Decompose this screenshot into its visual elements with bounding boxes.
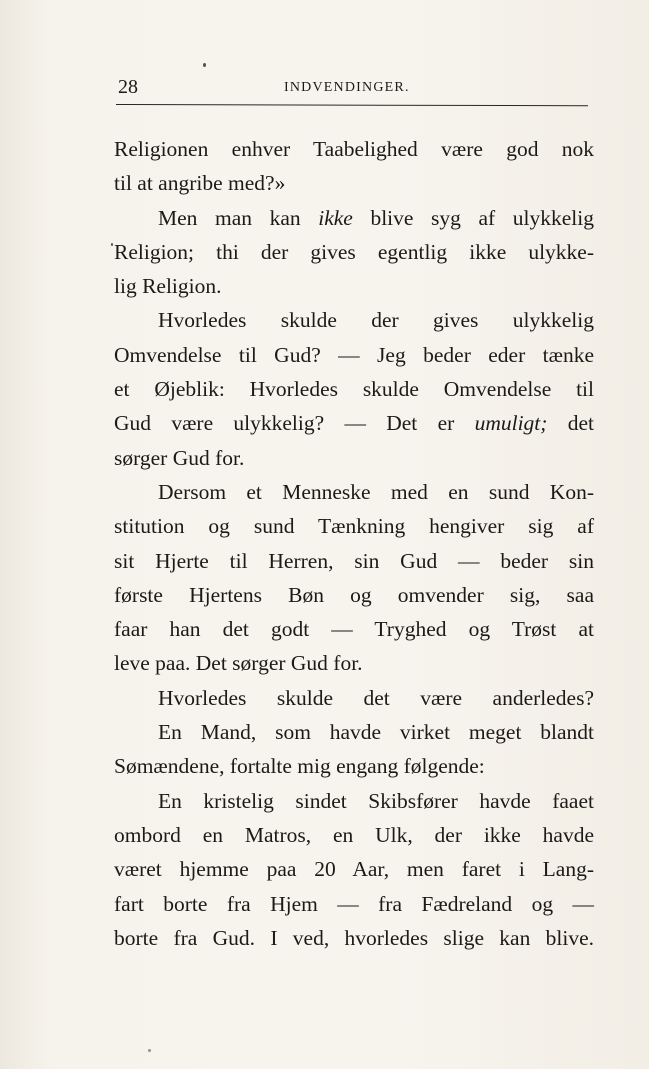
text-line [114, 269, 594, 303]
text-line [114, 887, 594, 921]
text-segment: ombord en Matros, en Ulk, der ikke havde [114, 822, 594, 847]
text-line [114, 166, 594, 200]
text-line [114, 475, 594, 509]
text-line [114, 578, 594, 612]
text-segment: leve paa. Det sørger Gud for. [114, 651, 363, 676]
text-segment: blive syg af ulykkelig [352, 205, 594, 230]
text-line [114, 441, 594, 475]
italic-word: umuligt; [474, 411, 548, 436]
text-line [114, 784, 594, 818]
text-segment: Sømændene, fortalte mig engang følgende: [114, 754, 485, 779]
text-segment: Dersom et Menneske med en sund Kon- [158, 479, 594, 504]
text-segment: Omvendelse til Gud? — Jeg beder eder tænke [114, 342, 594, 367]
text-segment: været hjemme paa 20 Aar, men faret i Lang- [114, 857, 594, 882]
running-head: INDVENDINGER. [284, 80, 410, 95]
text-segment: En kristelig sindet Skibsfører havde faaet [158, 788, 594, 813]
ink-speck [148, 1049, 151, 1052]
text-segment: sit Hjerte til Herren, sin Gud — beder sin [114, 548, 594, 573]
text-segment: borte fra Gud. I ved, hvorledes slige kan blive. [114, 925, 594, 950]
text-segment: Hvorledes skulde det være anderledes? [158, 685, 594, 710]
text-segment: stitution og sund Tænkning hengiver sig af [114, 514, 594, 539]
text-line [114, 406, 594, 440]
text-line [114, 201, 594, 235]
text-segment: et Øjeblik: Hvorledes skulde Omvendelse til [114, 377, 594, 402]
text-line [114, 681, 594, 715]
text-line [114, 235, 594, 269]
text-segment: Men man kan [158, 205, 319, 230]
text-segment: sørger Gud for. [114, 445, 245, 470]
text-segment: En Mand, som havde virket meget blandt [158, 720, 594, 745]
text-line [114, 921, 594, 955]
text-line [114, 612, 594, 646]
ink-speck [111, 243, 113, 246]
text-segment: Religionen enhver Taabelighed være god nok [114, 137, 594, 161]
text-segment: til at angribe med?» [114, 171, 286, 196]
text-line [114, 715, 594, 749]
text-line [114, 818, 594, 852]
text-line [114, 132, 594, 166]
italic-word: ikke [318, 205, 353, 230]
page-header [116, 76, 588, 102]
text-line [114, 303, 594, 337]
ink-speck [203, 63, 206, 67]
text-segment: det [547, 411, 594, 436]
text-segment: Gud være ulykkelig? — Det er [114, 411, 475, 436]
text-segment: første Hjertens Bøn og omvender sig, saa [114, 582, 594, 607]
body-text [114, 132, 594, 955]
text-line [114, 749, 594, 783]
header-rule [116, 104, 588, 106]
text-segment: faar han det godt — Tryghed og Trøst at [114, 617, 594, 642]
text-segment: Hvorledes skulde der gives ulykkelig [158, 308, 594, 333]
text-segment: Religion; thi der gives egentlig ikke ulykke- [114, 239, 594, 264]
text-line [114, 852, 594, 886]
text-segment: fart borte fra Hjem — fra Fædreland og — [114, 891, 594, 916]
text-segment: lig Religion. [114, 274, 222, 299]
text-line [114, 646, 594, 680]
text-line [114, 509, 594, 543]
text-line [114, 338, 594, 372]
page-number: 28 [118, 76, 138, 98]
text-line [114, 372, 594, 406]
text-line [114, 544, 594, 578]
